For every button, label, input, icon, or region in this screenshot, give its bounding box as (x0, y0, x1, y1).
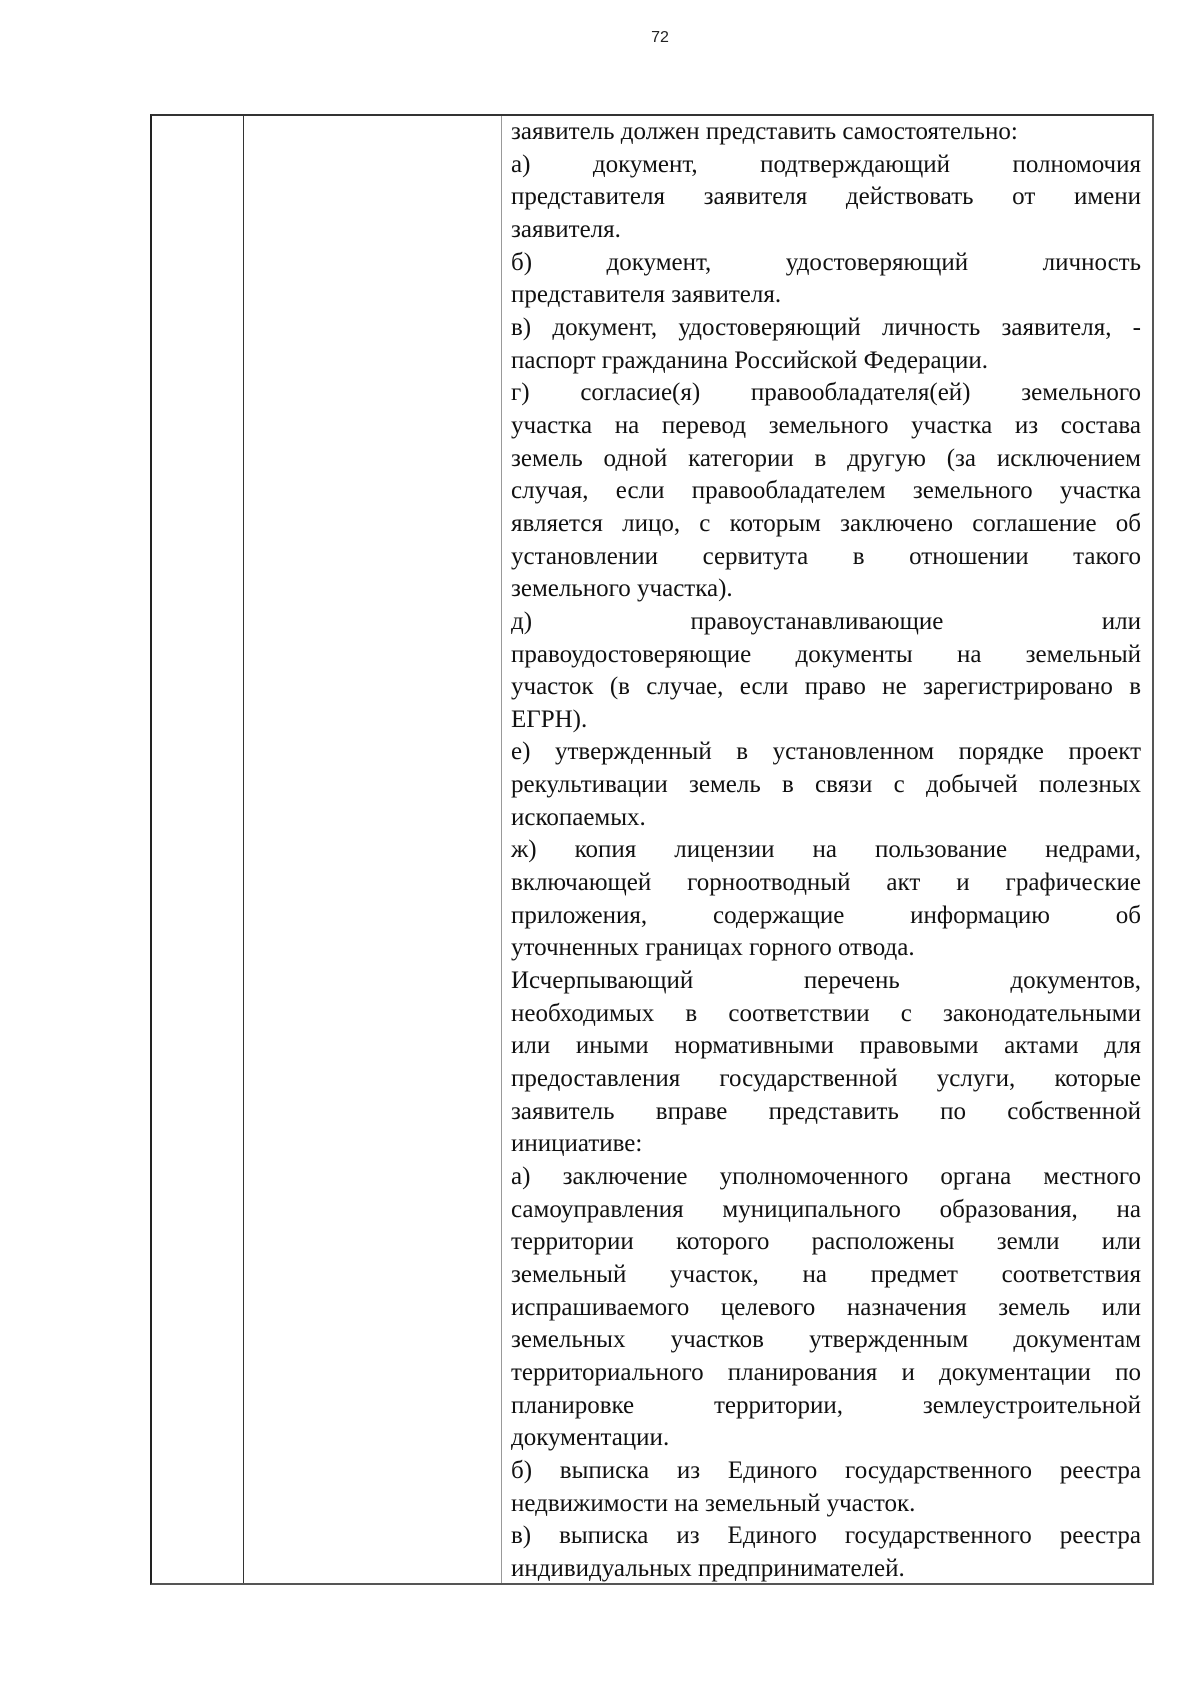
text-line: б) выписка из Единого государственного реестра (511, 1456, 1141, 1484)
text-line: территории которого расположены земли или (511, 1228, 1141, 1256)
text-line: документации. (511, 1424, 670, 1452)
text-line: Исчерпывающий перечень документов, (511, 967, 1141, 995)
text-line: или иными нормативными правовыми актами для (511, 1032, 1141, 1060)
text-line: установлении сервитута в отношении такого (511, 542, 1141, 570)
table-cell-number (152, 116, 243, 1583)
text-line: заявитель должен представить самостоятельно: (511, 118, 1018, 145)
text-line: в) документ, удостоверяющий личность заявителя, - (511, 313, 1141, 341)
text-line: территориального планирования и документации по (511, 1358, 1141, 1386)
document-table (150, 114, 1154, 1585)
text-line: является лицо, с которым заключено соглашение об (511, 509, 1141, 537)
text-line: необходимых в соответствии с законодательными (511, 999, 1141, 1027)
text-line: включающей горноотводный акт и графические (511, 869, 1141, 897)
text-line: приложения, содержащие информацию об (511, 901, 1141, 929)
text-line: предоставления государственной услуги, которые (511, 1065, 1141, 1093)
text-line: представителя заявителя действовать от имени (511, 183, 1141, 211)
text-line: представителя заявителя. (511, 281, 782, 309)
page-number: 72 (651, 29, 669, 46)
text-line: а) документ, подтверждающий полномочия (511, 150, 1141, 178)
text-line: инициативе: (511, 1130, 643, 1158)
text-line: земельного участка). (511, 575, 733, 603)
text-line: случая, если правообладателем земельного участка (511, 477, 1141, 505)
text-line: б) документ, удостоверяющий личность (511, 248, 1141, 276)
text-line: д) правоустанавливающие или (511, 607, 1141, 635)
text-line: уточненных границах горного отвода. (511, 934, 915, 962)
text-line: правоудостоверяющие документы на земельный (511, 640, 1141, 668)
text-line: земельный участок, на предмет соответствия (511, 1260, 1141, 1288)
text-line: испрашиваемого целевого назначения земель или (511, 1293, 1141, 1321)
text-line: паспорт гражданина Российской Федерации. (511, 346, 988, 374)
text-line: земельных участков утвержденным документам (511, 1326, 1141, 1354)
text-line: планировке территории, землеустроительной (511, 1391, 1141, 1419)
text-line: в) выписка из Единого государственного реестра (511, 1522, 1141, 1550)
text-line: индивидуальных предпринимателей. (511, 1554, 905, 1582)
text-line: е) утвержденный в установленном порядке проект (511, 738, 1141, 766)
text-line: участок (в случае, если право не зарегистрировано в (511, 673, 1141, 701)
text-line: ЕГРН). (511, 705, 588, 733)
text-line: земель одной категории в другую (за исключением (511, 444, 1141, 472)
table-cell-name (244, 116, 501, 1583)
text-line: недвижимости на земельный участок. (511, 1489, 916, 1517)
text-line: ископаемых. (511, 803, 646, 831)
text-line: самоуправления муниципального образования, на (511, 1195, 1141, 1223)
text-line: заявителя. (511, 215, 621, 243)
text-line: заявитель вправе представить по собственной (511, 1097, 1141, 1125)
table-cell-description (511, 116, 1141, 1583)
text-line: г) согласие(я) правообладателя(ей) земельного (511, 379, 1141, 407)
text-line: а) заключение уполномоченного органа местного (511, 1163, 1141, 1190)
column-divider (501, 116, 502, 1583)
text-line: рекультивации земель в связи с добычей полезных (511, 771, 1141, 799)
text-line: ж) копия лицензии на пользование недрами, (511, 836, 1141, 864)
text-line: участка на перевод земельного участка из состава (511, 411, 1141, 439)
